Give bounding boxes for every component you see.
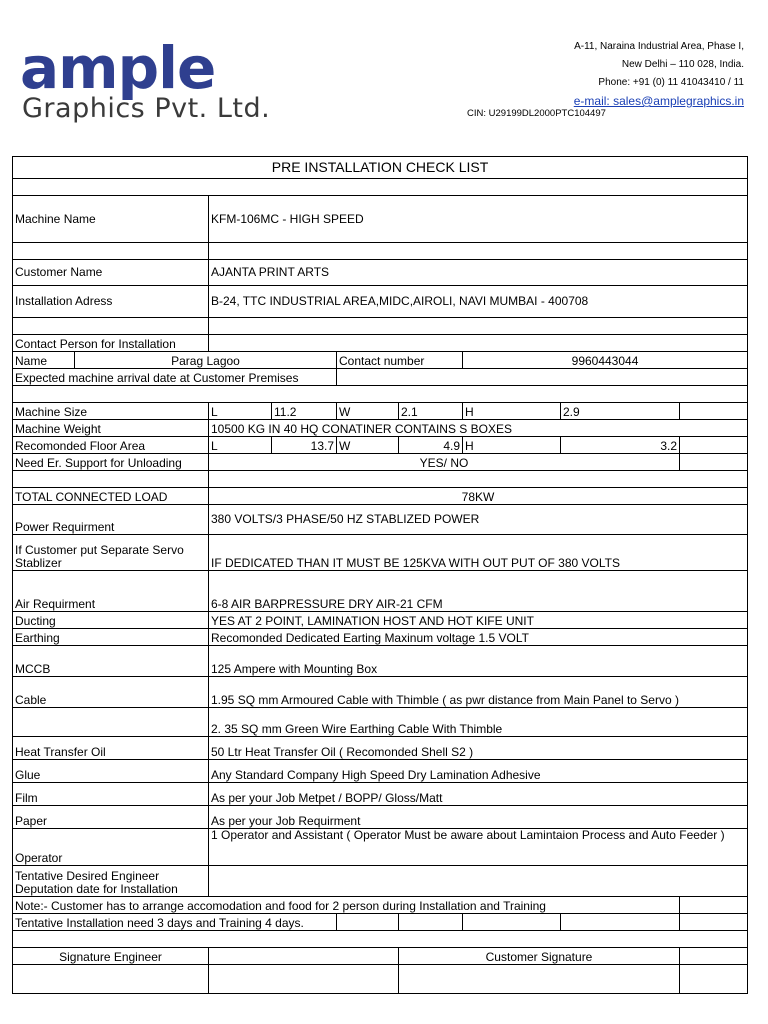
oil-value[interactable]: 50 Ltr Heat Transfer Oil ( Recomonded Shell S2 ) bbox=[209, 737, 748, 760]
blank-cell bbox=[13, 318, 209, 335]
servo-value[interactable]: IF DEDICATED THAN IT MUST BE 125KVA WITH OUT PUT OF 380 VOLTS bbox=[209, 535, 748, 571]
blank-cell bbox=[399, 914, 463, 931]
company-address bbox=[574, 38, 744, 110]
blank-cell bbox=[680, 437, 748, 454]
customer-name-label: Customer Name bbox=[13, 260, 209, 286]
engineer-date-label bbox=[13, 866, 209, 897]
size-h-label: H bbox=[463, 403, 561, 420]
operator-label: Operator bbox=[13, 829, 209, 866]
blank-cell bbox=[209, 243, 748, 260]
installation-address-value[interactable]: B-24, TTC INDUSTRIAL AREA,MIDC,AIROLI, NAVI MUMBAI - 400708 bbox=[209, 286, 748, 318]
floor-h-label: H bbox=[463, 437, 561, 454]
contact-person-value[interactable] bbox=[209, 335, 748, 352]
name-label: Name bbox=[13, 352, 75, 369]
size-h-value[interactable]: 2.9 bbox=[561, 403, 680, 420]
blank-cell bbox=[680, 403, 748, 420]
film-value[interactable]: As per your Job Metpet / BOPP/ Gloss/Matt bbox=[209, 783, 748, 806]
earthing-label: Earthing bbox=[13, 629, 209, 646]
blank-row bbox=[13, 386, 748, 403]
blank-cell bbox=[209, 965, 399, 994]
cable-value-1[interactable]: 1.95 SQ mm Armoured Cable with Thimble ( as pwr distance from Main Panel to Servo ) bbox=[209, 677, 748, 708]
customer-signature-label: Customer Signature bbox=[399, 948, 680, 965]
blank-cell bbox=[209, 948, 399, 965]
engineer-date-label-line-1: Tentative Desired Engineer bbox=[15, 869, 160, 883]
signature-engineer-label: Signature Engineer bbox=[13, 948, 209, 965]
contact-number-label: Contact number bbox=[337, 352, 463, 369]
cable-value-2[interactable]: 2. 35 SQ mm Green Wire Earthing Cable With Thimble bbox=[209, 708, 748, 737]
engineer-date-label-line-2: Deputation date for Installation bbox=[15, 882, 178, 896]
checklist-table bbox=[12, 156, 748, 994]
floor-l-value[interactable]: 13.7 bbox=[272, 437, 337, 454]
signature-engineer-box[interactable] bbox=[13, 965, 209, 994]
servo-label bbox=[13, 535, 209, 571]
film-label: Film bbox=[13, 783, 209, 806]
unloading-value[interactable]: YES/ NO bbox=[209, 454, 680, 471]
machine-name-value[interactable]: KFM-106MC - HIGH SPEED bbox=[209, 196, 748, 243]
floor-area-label: Recomonded Floor Area bbox=[13, 437, 209, 454]
blank-cell bbox=[463, 914, 561, 931]
glue-value[interactable]: Any Standard Company High Speed Dry Lamination Adhesive bbox=[209, 760, 748, 783]
size-l-value[interactable]: 11.2 bbox=[272, 403, 337, 420]
address-line-2: New Delhi – 110 028, India. bbox=[621, 59, 744, 70]
blank-cell bbox=[209, 318, 748, 335]
duration-text: Tentative Installation need 3 days and Training 4 days. bbox=[13, 914, 337, 931]
cin-number: CIN: U29199DL2000PTC104497 bbox=[467, 108, 606, 119]
blank-cell bbox=[337, 914, 399, 931]
total-load-label: TOTAL CONNECTED LOAD bbox=[13, 488, 209, 505]
size-w-value[interactable]: 2.1 bbox=[399, 403, 463, 420]
earthing-value[interactable]: Recomonded Dedicated Earting Maxinum voltage 1.5 VOLT bbox=[209, 629, 748, 646]
floor-w-value[interactable]: 4.9 bbox=[399, 437, 463, 454]
company-logo bbox=[20, 36, 280, 131]
mccb-label: MCCB bbox=[13, 646, 209, 677]
arrival-date-value[interactable] bbox=[337, 369, 748, 386]
blank-cell bbox=[680, 454, 748, 471]
power-label: Power Requirment bbox=[13, 505, 209, 535]
oil-label: Heat Transfer Oil bbox=[13, 737, 209, 760]
size-l-label: L bbox=[209, 403, 272, 420]
name-value[interactable]: Parag Lagoo bbox=[75, 352, 337, 369]
engineer-date-value[interactable] bbox=[209, 866, 748, 897]
floor-l-label: L bbox=[209, 437, 272, 454]
customer-name-value[interactable]: AJANTA PRINT ARTS bbox=[209, 260, 748, 286]
blank-cell bbox=[13, 243, 209, 260]
floor-w-label: W bbox=[337, 437, 399, 454]
blank-cell bbox=[680, 897, 748, 914]
power-value[interactable]: 380 VOLTS/3 PHASE/50 HZ STABLIZED POWER bbox=[209, 505, 748, 535]
email-link[interactable]: e-mail: sales@amplegraphics.in bbox=[573, 94, 744, 108]
paper-value[interactable]: As per your Job Requirment bbox=[209, 806, 748, 829]
ducting-value[interactable]: YES AT 2 POINT, LAMINATION HOST AND HOT KIFE UNIT bbox=[209, 612, 748, 629]
machine-size-label: Machine Size bbox=[13, 403, 209, 420]
form-title: PRE INSTALLATION CHECK LIST bbox=[13, 157, 748, 179]
blank-cell bbox=[13, 708, 209, 737]
contact-number-value[interactable]: 9960443044 bbox=[463, 352, 748, 369]
blank-cell bbox=[561, 914, 680, 931]
blank-cell bbox=[13, 471, 209, 488]
blank-cell bbox=[680, 965, 748, 994]
servo-label-line-1: If Customer put Separate Servo bbox=[15, 543, 184, 557]
machine-name-label: Machine Name bbox=[13, 196, 209, 243]
blank-row bbox=[13, 179, 748, 196]
installation-address-label: Installation Adress bbox=[13, 286, 209, 318]
unloading-label: Need Er. Support for Unloading bbox=[13, 454, 209, 471]
operator-value[interactable]: 1 Operator and Assistant ( Operator Must be aware about Lamintaion Process and Auto Feeder ) bbox=[209, 829, 748, 866]
total-load-value[interactable]: 78KW bbox=[209, 488, 748, 505]
blank-cell bbox=[680, 948, 748, 965]
size-w-label: W bbox=[337, 403, 399, 420]
mccb-value[interactable]: 125 Ampere with Mounting Box bbox=[209, 646, 748, 677]
machine-weight-value[interactable]: 10500 KG IN 40 HQ CONATINER CONTAINS S BOXES bbox=[209, 420, 748, 437]
floor-h-value[interactable]: 3.2 bbox=[561, 437, 680, 454]
customer-signature-box[interactable] bbox=[399, 965, 680, 994]
machine-weight-label: Machine Weight bbox=[13, 420, 209, 437]
logo-wordmark: ample bbox=[20, 34, 216, 102]
logo-subtitle: Graphics Pvt. Ltd. bbox=[22, 93, 271, 124]
contact-person-label: Contact Person for Installation bbox=[13, 335, 209, 352]
blank-cell bbox=[680, 914, 748, 931]
glue-label: Glue bbox=[13, 760, 209, 783]
ducting-label: Ducting bbox=[13, 612, 209, 629]
air-label: Air Requirment bbox=[13, 571, 209, 612]
arrival-date-label: Expected machine arrival date at Customer Premises bbox=[13, 369, 337, 386]
servo-label-line-2: Stablizer bbox=[15, 556, 62, 570]
phone-line: Phone: +91 (0) 11 41043410 / 11 bbox=[598, 77, 744, 88]
note-text: Note:- Customer has to arrange accomodation and food for 2 person during Installation and Training bbox=[13, 897, 680, 914]
blank-cell bbox=[209, 471, 748, 488]
air-value[interactable]: 6-8 AIR BARPRESSURE DRY AIR-21 CFM bbox=[209, 571, 748, 612]
paper-label: Paper bbox=[13, 806, 209, 829]
blank-row bbox=[13, 931, 748, 948]
address-line-1: A-11, Naraina Industrial Area, Phase I, bbox=[574, 41, 744, 52]
cable-label: Cable bbox=[13, 677, 209, 708]
